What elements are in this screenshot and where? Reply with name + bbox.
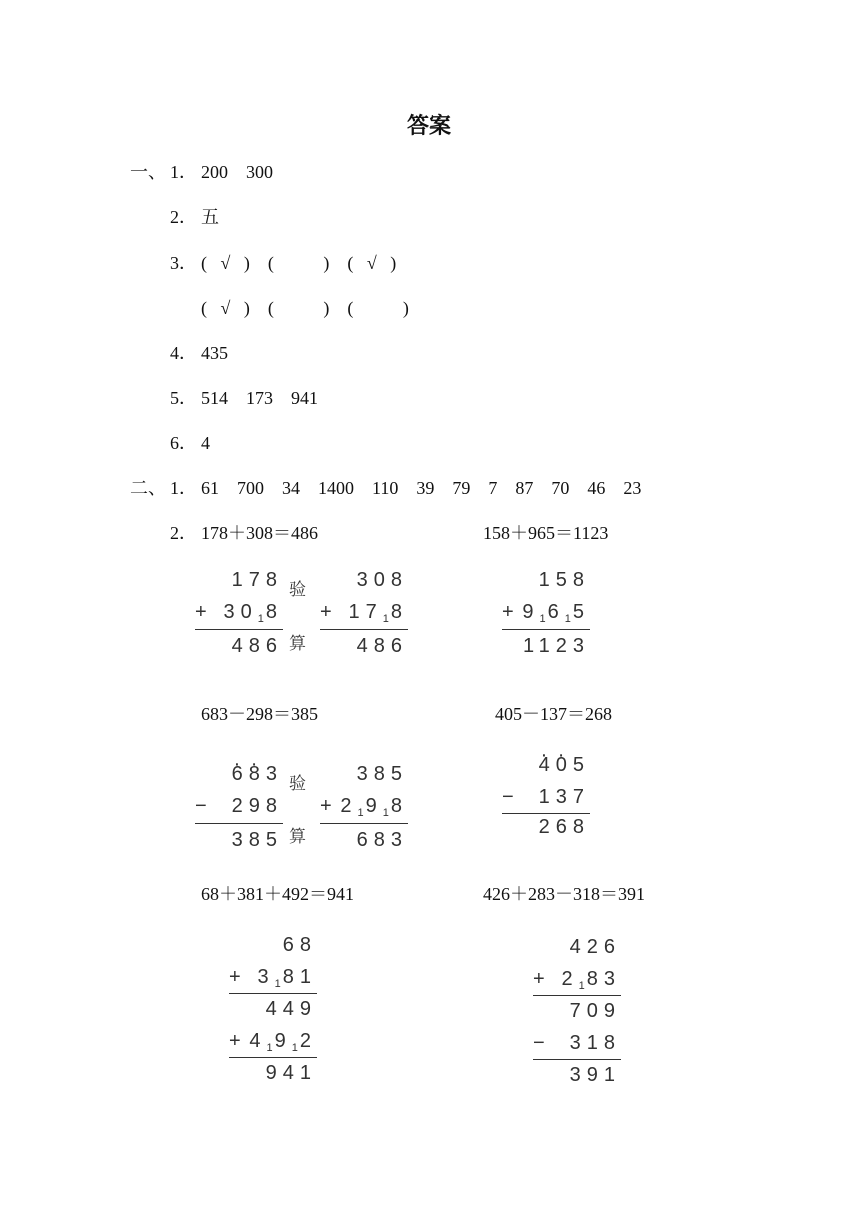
page-title: 答案 [407,114,452,139]
answer-text: 4 [201,433,210,453]
answer-text: 435 [201,343,228,363]
difference-line [533,1059,621,1060]
answer-row: ( √ ) ( ) ( ) [201,298,409,318]
equation: 405－137＝268 [495,704,612,724]
difference-line [502,813,590,814]
sum-line [320,629,408,630]
sum-line [229,993,317,994]
item-number: 6． [170,433,197,453]
item-number: 3． [170,253,197,273]
sum-line [533,995,621,996]
sum-line [195,629,283,630]
item-number: 5． [170,388,197,408]
equation: 426＋283－318＝391 [483,884,645,904]
equation: 68＋381＋492＝941 [201,884,354,904]
vertical-calc-check: 385 + $2_1$ $9_1$ 8 683 [320,763,408,851]
sum-line [229,1057,317,1058]
item-number: 2． [170,207,197,227]
check-label: 验 [289,774,306,794]
equation: 158＋965＝1123 [483,523,609,543]
vertical-calc-subtraction: · 4· 05 − 137 268 [502,753,590,849]
vertical-calc-addition: 158 + $9_1$ $6_1$ 5 1123 [502,569,590,657]
section-one-label: 一、 [130,162,166,182]
section-two-label: 二、 [130,478,166,498]
vertical-calc-mixed: 426 + $2_1$ 83 709 − 318 391 [533,936,621,1086]
equation: 683－298＝385 [201,704,318,724]
sum-line [502,629,590,630]
item-number: 4． [170,343,197,363]
answer-text: 五 [201,207,219,227]
vertical-calc-addition: 178 + $30_1$ 8 486 [195,569,283,657]
sum-line [320,823,408,824]
equation: 178＋308＝486 [201,523,318,543]
check-label: 算 [289,827,306,847]
vertical-calc-consecutive-addition: 68 + $3_1$ 81 449 + $4_1$ $9_1$ 2 941 [229,934,317,1084]
item-number: 2． [170,523,197,543]
check-label: 验 [289,580,306,600]
answer-text: 514 173 941 [201,388,318,408]
answer-row: ( √ ) ( ) ( √ ) [201,253,397,273]
item-number: 1． [170,162,197,182]
difference-line [195,823,283,824]
item-number: 1． [170,478,197,498]
vertical-calc-subtraction: · 6· 83 − 298 385 [195,762,283,858]
answer-text: 200 300 [201,162,273,182]
check-label: 算 [289,634,306,654]
vertical-calc-check: 308 + $17_1$ 8 486 [320,569,408,657]
answer-text: 61 700 34 1400 110 39 79 7 87 70 46 23 [201,478,642,498]
